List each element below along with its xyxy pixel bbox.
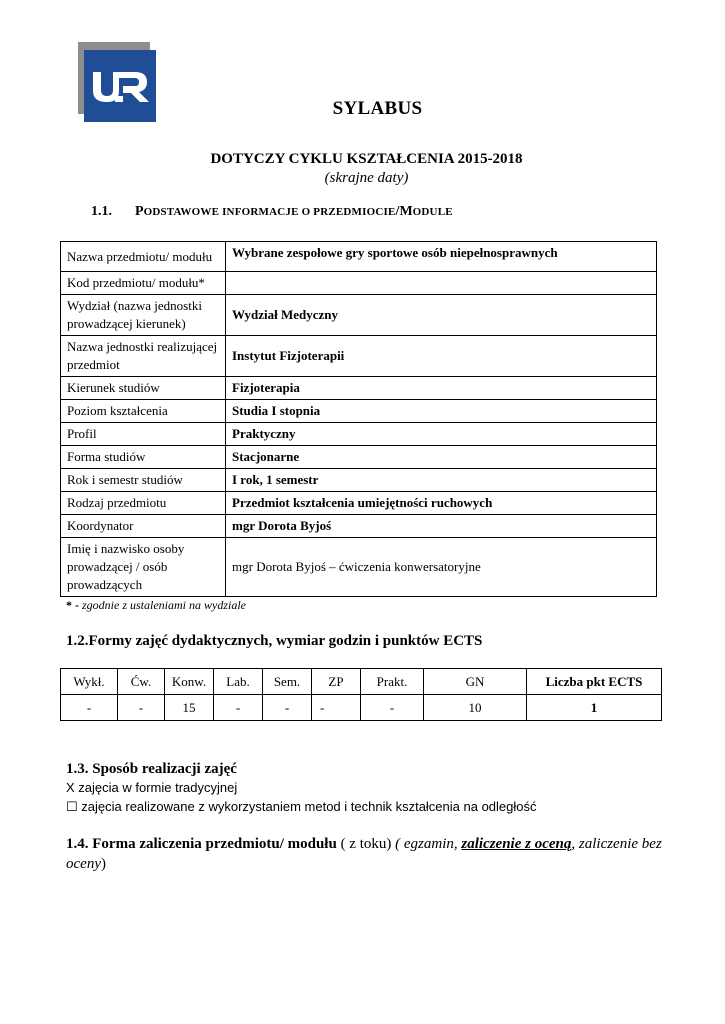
header-cell: Liczba pkt ECTS — [527, 669, 662, 695]
header-cell: GN — [424, 669, 527, 695]
table-row — [61, 492, 657, 515]
row-value: Studia I stopnia — [226, 400, 657, 423]
section-title-rest: ODSTAWOWE INFORMACJE O PRZEDMIOCIE — [143, 206, 396, 218]
option-remote-text: zajęcia realizowane z wykorzystaniem metod i technik kształcenia na odległość — [81, 799, 537, 814]
option-remote — [66, 799, 537, 815]
option-traditional-mark: X — [66, 780, 75, 795]
option-traditional-text: zajęcia w formie tradycyjnej — [78, 780, 238, 795]
table-row — [61, 242, 657, 272]
value-cell: - — [263, 695, 312, 721]
table-row — [61, 400, 657, 423]
row-label: Kod przedmiotu/ modułu* — [61, 272, 226, 295]
footnote-star: * - — [66, 598, 79, 612]
row-value: I rok, 1 semestr — [226, 469, 657, 492]
row-value: Stacjonarne — [226, 446, 657, 469]
row-value: Praktyczny — [226, 423, 657, 446]
value-cell: 10 — [424, 695, 527, 721]
table-row — [61, 336, 657, 377]
row-value: Instytut Fizjoterapii — [226, 336, 657, 377]
header-cell: Lab. — [214, 669, 263, 695]
section-title-end: ODULE — [412, 206, 453, 218]
table-row — [61, 695, 662, 721]
row-value — [226, 272, 657, 295]
section-number: 1.1. — [91, 204, 112, 219]
cycle-sub-text: (skrajne daty) — [324, 170, 409, 186]
section-first-letter: P — [135, 204, 144, 219]
table-row — [61, 295, 657, 336]
section-1-1-heading — [91, 204, 453, 220]
row-value: Wydział Medyczny — [226, 295, 657, 336]
section-m-letter: M — [399, 204, 413, 219]
row-label: Poziom kształcenia — [61, 400, 226, 423]
row-value: Przedmiot kształcenia umiejętności ruchowych — [226, 492, 657, 515]
table-row — [61, 669, 662, 695]
option-ungraded-credit: , zaliczenie bez oceny — [66, 836, 662, 872]
value-cell: - — [61, 695, 118, 721]
table-row — [61, 515, 657, 538]
row-label: Rodzaj przedmiotu — [61, 492, 226, 515]
row-label: Imię i nazwisko osoby prowadzącej / osób prowadzących — [61, 538, 226, 597]
row-label: Nazwa jednostki realizującej przedmiot — [61, 336, 226, 377]
row-label: Profil — [61, 423, 226, 446]
footnote — [66, 598, 246, 613]
section-1-3-heading: 1.3. Sposób realizacji zajęć — [66, 761, 237, 777]
table-row — [61, 538, 657, 597]
row-value: mgr Dorota Byjoś — [226, 515, 657, 538]
option-graded-credit: zaliczenie z oceną — [461, 836, 572, 852]
row-label: Nazwa przedmiotu/ modułu — [61, 242, 226, 272]
table-row — [61, 423, 657, 446]
header-cell: Wykł. — [61, 669, 118, 695]
section-slash: / — [395, 204, 400, 219]
section-1-4 — [66, 834, 666, 874]
header-cell: Prakt. — [361, 669, 424, 695]
cycle-subheading — [0, 170, 725, 187]
section-1-2-heading: 1.2.Formy zajęć dydaktycznych, wymiar godzin i punktów ECTS — [66, 633, 483, 649]
value-cell: - — [214, 695, 263, 721]
table-row — [61, 469, 657, 492]
row-label: Rok i semestr studiów — [61, 469, 226, 492]
section-1-4-heading: 1.4. Forma zaliczenia przedmiotu/ modułu — [66, 836, 337, 852]
row-value: Fizjoterapia — [226, 377, 657, 400]
table-row — [61, 377, 657, 400]
value-cell: - — [118, 695, 165, 721]
row-label: Forma studiów — [61, 446, 226, 469]
row-value: Wybrane zespołowe gry sportowe osób niepełnosprawnych — [226, 242, 657, 272]
value-cell: 15 — [165, 695, 214, 721]
header-cell: Ćw. — [118, 669, 165, 695]
header-cell: Konw. — [165, 669, 214, 695]
row-label: Wydział (nazwa jednostki prowadzącej kierunek) — [61, 295, 226, 336]
cycle-heading: DOTYCZY CYKLU KSZTAŁCENIA 2015-2018 — [210, 151, 523, 167]
basic-info-table — [60, 241, 657, 597]
row-label: Koordynator — [61, 515, 226, 538]
option-traditional — [66, 780, 237, 795]
table-row — [61, 272, 657, 295]
section-1-4-close: ) — [100, 856, 106, 872]
footnote-text: zgodnie z ustaleniami na wydziale — [82, 598, 246, 612]
table-row — [61, 446, 657, 469]
row-label: Kierunek studiów — [61, 377, 226, 400]
page-title: SYLABUS — [332, 98, 423, 119]
value-cell: 1 — [527, 695, 662, 721]
hours-table — [60, 668, 662, 721]
option-exam: ( egzamin, — [395, 836, 462, 852]
value-cell: - — [361, 695, 424, 721]
section-1-4-paren: ( z toku) — [336, 836, 396, 852]
header-cell: ZP — [312, 669, 361, 695]
row-value: mgr Dorota Byjoś – ćwiczenia konwersatoryjne — [226, 538, 657, 597]
checkbox-icon: ☐ — [66, 799, 78, 814]
value-cell: - — [312, 695, 361, 721]
header-cell: Sem. — [263, 669, 312, 695]
